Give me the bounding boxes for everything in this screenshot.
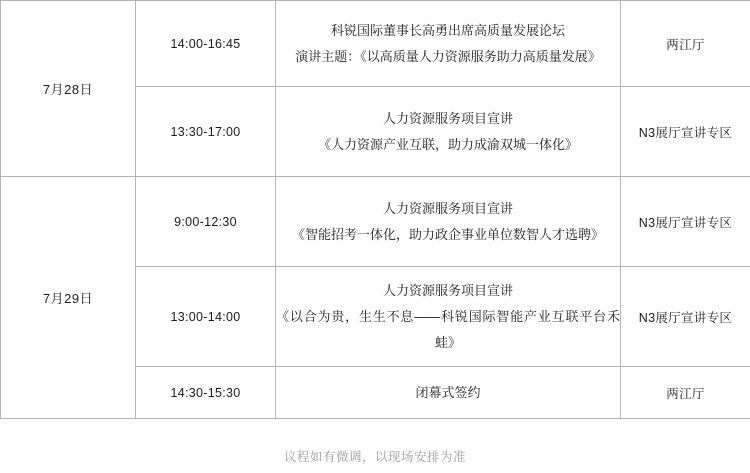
topic-cell: [276, 87, 621, 177]
place-cell: N3展厅宣讲专区: [621, 87, 750, 177]
place-cell: 两江厅: [621, 367, 750, 419]
time-cell: 13:30-17:00: [136, 87, 276, 177]
place-cell: N3展厅宣讲专区: [621, 267, 750, 367]
time-cell: 14:00-16:45: [136, 1, 276, 87]
footnote: 议程如有微调，以现场安排为准: [283, 450, 466, 464]
time-cell: 14:30-15:30: [136, 367, 276, 419]
date-cell: 7月28日: [1, 1, 136, 177]
table-row: [1, 177, 750, 267]
table-row: [1, 1, 750, 87]
time-cell: 9:00-12:30: [136, 177, 276, 267]
topic-line: 人力资源服务项目宣讲: [382, 282, 513, 298]
place-cell: 两江厅: [621, 1, 750, 87]
topic-line: 人力资源服务项目宣讲: [382, 110, 513, 126]
topic-cell: [276, 267, 621, 367]
place-cell: N3展厅宣讲专区: [621, 177, 750, 267]
time-cell: 13:00-14:00: [136, 267, 276, 367]
topic-line: 《以合为贵，生生不息——科锐国际智能产业互联平台禾蛙》: [276, 308, 620, 350]
date-cell: 7月29日: [1, 177, 136, 419]
topic-line: 闭幕式签约: [415, 384, 481, 400]
topic-line: 演讲主题：《以高质量人力资源服务助力高质量发展》: [295, 48, 601, 64]
topic-cell: [276, 367, 621, 419]
topic-cell: [276, 1, 621, 87]
topic-line: 人力资源服务项目宣讲: [382, 200, 513, 216]
topic-cell: [276, 177, 621, 267]
topic-line: 《人力资源产业互联，助力成渝双城一体化》: [317, 136, 578, 152]
topic-line: 科锐国际董事长高勇出席高质量发展论坛: [330, 22, 565, 38]
topic-line: 《智能招考一体化，助力政企事业单位数智人才选聘》: [291, 226, 604, 242]
